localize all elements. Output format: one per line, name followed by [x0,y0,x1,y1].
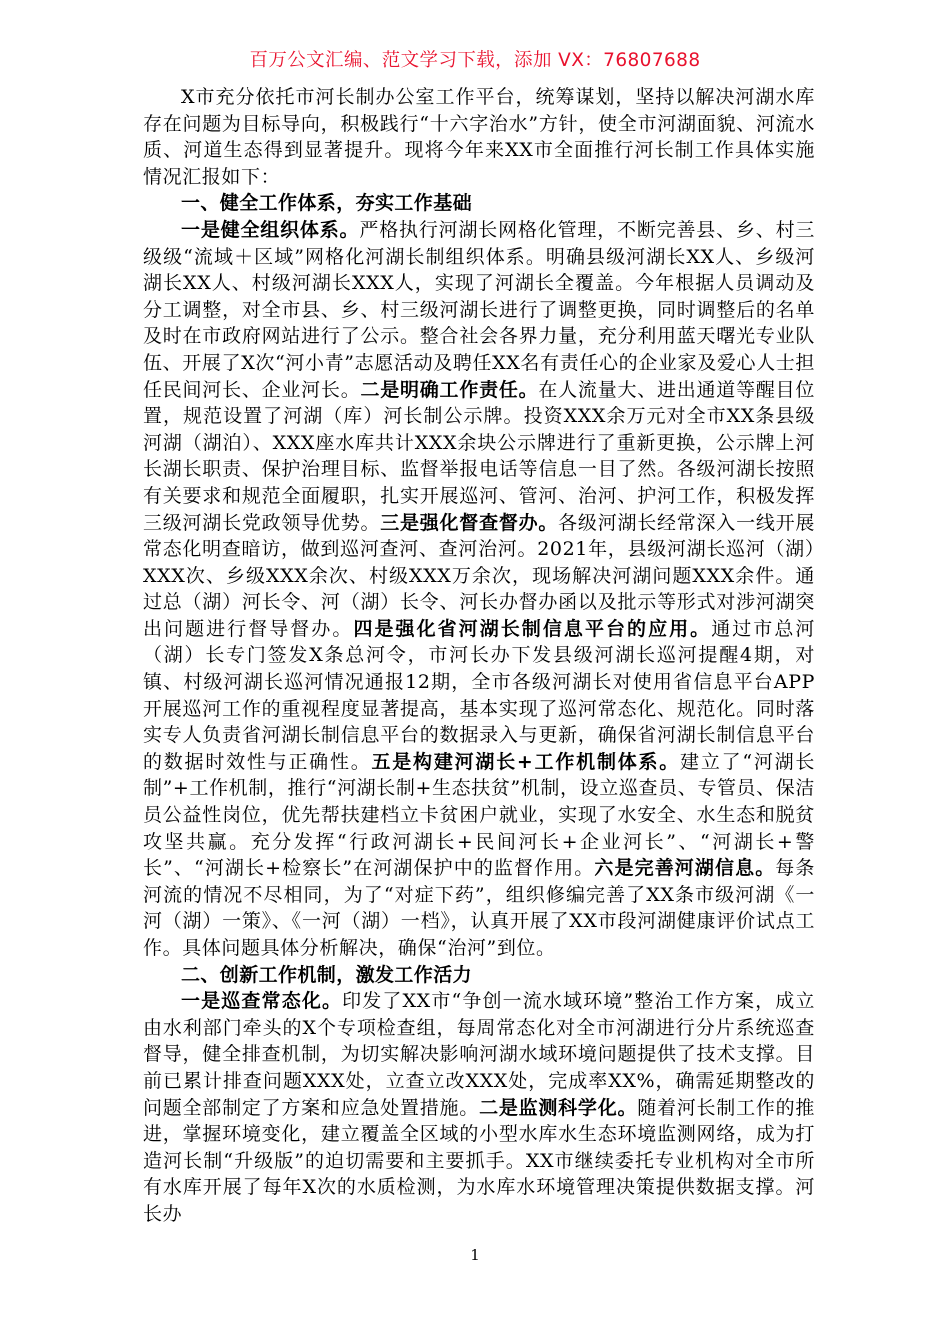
text-4: 通过市总河（湖）长专门签发X条总河令，市河长办下发县级河湖长巡河提醒4期，对镇、村级河湖长巡河情况通报12期，全市各级河湖长对使用省信息平台APP开展巡河工作的重视程度显著提高，基本实现了巡河常态化、规范化。同时落实专人负责省河湖长制信息平台的数据录入与更新，确保省河湖长制信息平台的数据时效性与正确性。 [143,617,815,773]
text-6: 每条河流的情况不尽相同，为了“对症下药”，组织修编完善了XX条市级河湖《一河（湖）一策》、《一河（湖）一档》，认真开展了XX市段河湖健康评价试点工作。具体问题具体分析解决，确保“治河”到位。 [143,857,815,959]
s2-lead-1: 一是巡查常态化。 [181,990,343,1013]
section-2-paragraph [143,988,815,1227]
document-body [143,84,815,1228]
s2-text-2: 随着河长制工作的推进，掌握环境变化，建立覆盖全区域的小型水库水生态环境监测网络，成为打造河长制“升级版”的迫切需要和主要抓手。XX市继续委托专业机构对全市所有水库开展了每年X次的水质检测，为水库水环境管理决策提供数据支撑。河长办 [143,1096,815,1225]
lead-3: 三是强化督查督办。 [380,511,559,534]
lead-6: 六是完善河湖信息。 [594,857,776,880]
lead-2: 二是明确工作责任。 [360,378,539,401]
header-banner: 百万公文汇编、范文学习下载，添加 VX：76807688 [249,50,701,71]
lead-4: 四是强化省河湖长制信息平台的应用。 [353,617,712,640]
section-2-heading: 二、创新工作机制，激发工作活力 [181,963,473,986]
lead-5: 五是构建河湖长+工作机制体系。 [371,750,681,773]
intro-paragraph: X市充分依托市河长制办公室工作平台，统筹谋划，坚持以解决河湖水库存在问题为目标导向，积极践行“十六字治水”方针，使全市河湖面貌、河流水质、河道生态得到显著提升。现将今年来XX市全面推行河长制工作具体实施情况汇报如下： [143,86,815,188]
s2-text-1: 印发了XX市“争创一流水域环境”整治工作方案，成立由水利部门牵头的X个专项检查组，每周常态化对全市河湖进行分片系统巡查督导，健全排查机制，为切实解决影响河湖水域环境问题提供了技术支撑。目前已累计排查问题XXX处，立查立改XXX处，完成率XX%，确需延期整改的问题全部制定了方案和应急处置措施。 [143,990,815,1119]
s2-lead-2: 二是监测科学化。 [479,1096,638,1119]
text-3: 各级河湖长经常深入一线开展常态化明查暗访，做到巡河查河、查河治河。2021年，县级河湖长巡河（湖）XXX次、乡级XXX余次、村级XXX万余次，现场解决河湖问题XXX余件。通过总（湖）河长令、河（湖）长令、河长办督办函以及批示等形式对涉河湖突出问题进行督导督办。 [143,511,815,640]
text-1: 严格执行河湖长网格化管理，不断完善县、乡、村三级级“流域＋区域”网格化河湖长制组织体系。明确县级河湖长XX人、乡级河湖长XX人、村级河湖长XXX人，实现了河湖长全覆盖。今年根据人员调动及分工调整，对全市县、乡、村三级河湖长进行了调整更换，同时调整后的名单及时在市政府网站进行了公示。整合社会各界力量，充分利用蓝天曙光专业队伍、开展了X次“河小青”志愿活动及聘任XX名有责任心的企业家及爱心人士担任民间河长、企业河长。 [143,218,815,401]
text-2: 在人流量大、进出通道等醒目位置，规范设置了河湖（库）河长制公示牌。投资XXX余万元对全市XX条县级河湖（湖泊）、XXX座水库共计XXX余块公示牌进行了重新更换，公示牌上河长湖长职责、保护治理目标、监督举报电话等信息一目了然。各级河湖长按照有关要求和规范全面履职，扎实开展巡河、管河、治河、护河工作，积极发挥三级河湖长党政领导优势。 [143,378,815,534]
lead-1: 一是健全组织体系。 [181,218,360,241]
section-1-paragraph [143,217,815,962]
page-number: 1 [470,1246,480,1264]
text-5: 建立了“河湖长制”+工作机制，推行“河湖长制+生态扶贫”机制，设立巡查员、专管员、保洁员公益性岗位，优先帮扶建档立卡贫困户就业，实现了水安全、水生态和脱贫攻坚共赢。充分发挥“行政河湖长+民间河长+企业河长”、“河湖长+警长”、“河湖长+检察长”在河湖保护中的监督作用。 [143,750,816,880]
section-1-heading: 一、健全工作体系，夯实工作基础 [181,192,473,215]
